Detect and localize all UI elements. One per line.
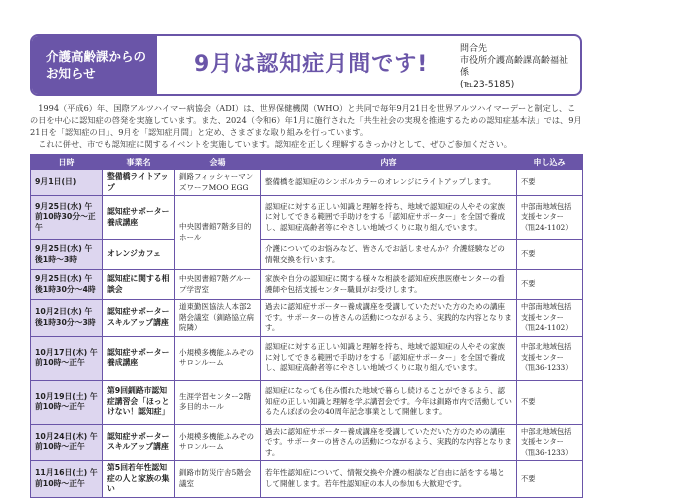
row-venue: 中央図書館7階多目的ホール	[175, 196, 261, 270]
row-venue: 小規模多機能ふみぞのサロンルーム	[175, 336, 261, 380]
row-content: 認知症に対する正しい知識と理解を持ち、地域で認知症の人やその家族に対してできる範囲で手助けをする「認知症サポーター」を全国で養成し、認知症高齢者等にやさしい地域づくりに取り組んでいます。	[261, 336, 517, 380]
contact-label: 問合先	[460, 44, 488, 54]
row-name: 整備橋ライトアップ	[103, 170, 175, 196]
table-row	[31, 170, 583, 196]
row-date: 10月24日(木) 午前10時～正午	[31, 424, 103, 461]
event-table	[30, 154, 583, 498]
banner-tag-line2: お知らせ	[46, 66, 96, 81]
table-header-row	[31, 155, 583, 170]
row-venue: 釧路市防災庁舎5階会議室	[175, 461, 261, 498]
row-date: 9月25日(水) 午後1時30分～4時	[31, 270, 103, 300]
row-venue: 道東勤医協法人本部2階会議室（釧路協立病院隣）	[175, 300, 261, 337]
row-content: 過去に認知症サポーター養成講座を受講していただいた方のための講座です。サポーターの皆さんの活動につながるよう、実践的な内容となります。	[261, 300, 517, 337]
row-apply: 中部北地域包括支援センター（℡36-1233）	[517, 336, 583, 380]
row-apply: 不要	[517, 170, 583, 196]
row-date: 9月25日(水) 午後1時～3時	[31, 240, 103, 270]
row-content: 介護についてのお悩みなど、皆さんでお話しませんか？介護経験などの情報交換を行います。	[261, 240, 517, 270]
row-date: 10月19日(土) 午前10時～正午	[31, 380, 103, 424]
row-apply: 中部北地域包括支援センター（℡36-1233）	[517, 424, 583, 461]
header-venue: 会場	[175, 155, 261, 170]
row-apply: 不要	[517, 240, 583, 270]
row-content: 家族や自分の認知症に関する様々な相談を認知症疾患医療センターの看護師や包括支援センター職員がお受けします。	[261, 270, 517, 300]
row-content: 若年性認知症について、情報交換や介護の相談など自由に話をする場として開催します。若年性認知症の本人の参加も大歓迎です。	[261, 461, 517, 498]
row-date: 9月25日(水) 午前10時30分～正午	[31, 196, 103, 240]
row-name: 認知症サポータースキルアップ講座	[103, 424, 175, 461]
table-row	[31, 196, 583, 240]
row-content: 認知症に対する正しい知識と理解を持ち、地域で認知症の人やその家族に対してできる範囲で手助けをする「認知症サポーター」を全国で養成し、認知症高齢者等にやさしい地域づくりに取り組んでいます。	[261, 196, 517, 240]
table-row	[31, 380, 583, 424]
row-apply: 不要	[517, 461, 583, 498]
row-name: 認知症サポーター養成講座	[103, 336, 175, 380]
row-name: 第5回若年性認知症の人と家族の集い	[103, 461, 175, 498]
header-date: 日時	[31, 155, 103, 170]
contact-dept: 市役所介護高齢課高齢福祉係	[460, 56, 569, 78]
row-content: 過去に認知症サポーター養成講座を受講していただいた方のための講座です。サポーターの皆さんの活動につながるよう、実践的な内容となります。	[261, 424, 517, 461]
banner-tag	[32, 36, 157, 94]
row-content: 整備橋を認知症のシンボルカラーのオレンジにライトアップします。	[261, 170, 517, 196]
intro-text	[30, 102, 582, 150]
banner-tag-line1: 介護高齢課からの	[46, 49, 147, 64]
row-apply: 不要	[517, 380, 583, 424]
row-venue: 小規模多機能ふみぞのサロンルーム	[175, 424, 261, 461]
row-name: 第9回釧路市認知症講習会「ほっとけない！認知症」	[103, 380, 175, 424]
row-name: 認知症サポータースキルアップ講座	[103, 300, 175, 337]
row-name: 認知症に関する相談会	[103, 270, 175, 300]
row-apply: 中部南地域包括支援センター（℡24-1102）	[517, 196, 583, 240]
table-row	[31, 424, 583, 461]
intro-paragraph-2: これに併せ、市でも認知症に関するイベントを実施しています。認知症を正しく理解するきっかけとして、ぜひご参加ください。	[38, 139, 512, 149]
row-venue: 生涯学習センター2階多目的ホール	[175, 380, 261, 424]
page	[30, 34, 582, 498]
row-content: 認知症になっても住み慣れた地域で暮らし続けることができるよう、認知症の正しい知識と理解を学ぶ講習会です。今年は釧路市内で活動しているたんぽぽの会の40周年記念事業として開催します。	[261, 380, 517, 424]
table-row	[31, 300, 583, 337]
table-row	[31, 270, 583, 300]
page-title: 9月は認知症月間です!	[194, 52, 429, 77]
row-date: 11月16日(土) 午前10時～正午	[31, 461, 103, 498]
row-venue: 釧路フィッシャーマンズワーフMOO EGG	[175, 170, 261, 196]
row-name: 認知症サポーター養成講座	[103, 196, 175, 240]
contact-phone: (℡23-5185)	[460, 80, 515, 90]
banner	[30, 34, 582, 96]
row-date: 9月1日(日)	[31, 170, 103, 196]
table-row	[31, 240, 583, 270]
header-apply: 申し込み	[517, 155, 583, 170]
row-date: 10月17日(木) 午前10時～正午	[31, 336, 103, 380]
row-apply: 中部南地域包括支援センター（℡24-1102）	[517, 300, 583, 337]
header-name: 事業名	[103, 155, 175, 170]
table-row	[31, 461, 583, 498]
header-content: 内容	[261, 155, 517, 170]
row-date: 10月2日(水) 午後1時30分～3時	[31, 300, 103, 337]
intro-paragraph-1: 1994（平成6）年、国際アルツハイマー病協会（ADI）は、世界保健機関（WHO）と共同で毎年9月21日を世界アルツハイマーデーと制定し、この日を中心に認知症の啓発を実施しています。また、2024（令和6）年1月に施行された「共生社会の実現を推進するための認知症基本法」では、9月21日を「認知症の日」、9月を「認知症月間」と定め、さまざまな取り組みを行っています。	[30, 103, 582, 137]
contact-info	[460, 43, 570, 91]
table-row	[31, 336, 583, 380]
row-apply: 不要	[517, 270, 583, 300]
row-venue: 中央図書館7階グループ学習室	[175, 270, 261, 300]
row-name: オレンジカフェ	[103, 240, 175, 270]
